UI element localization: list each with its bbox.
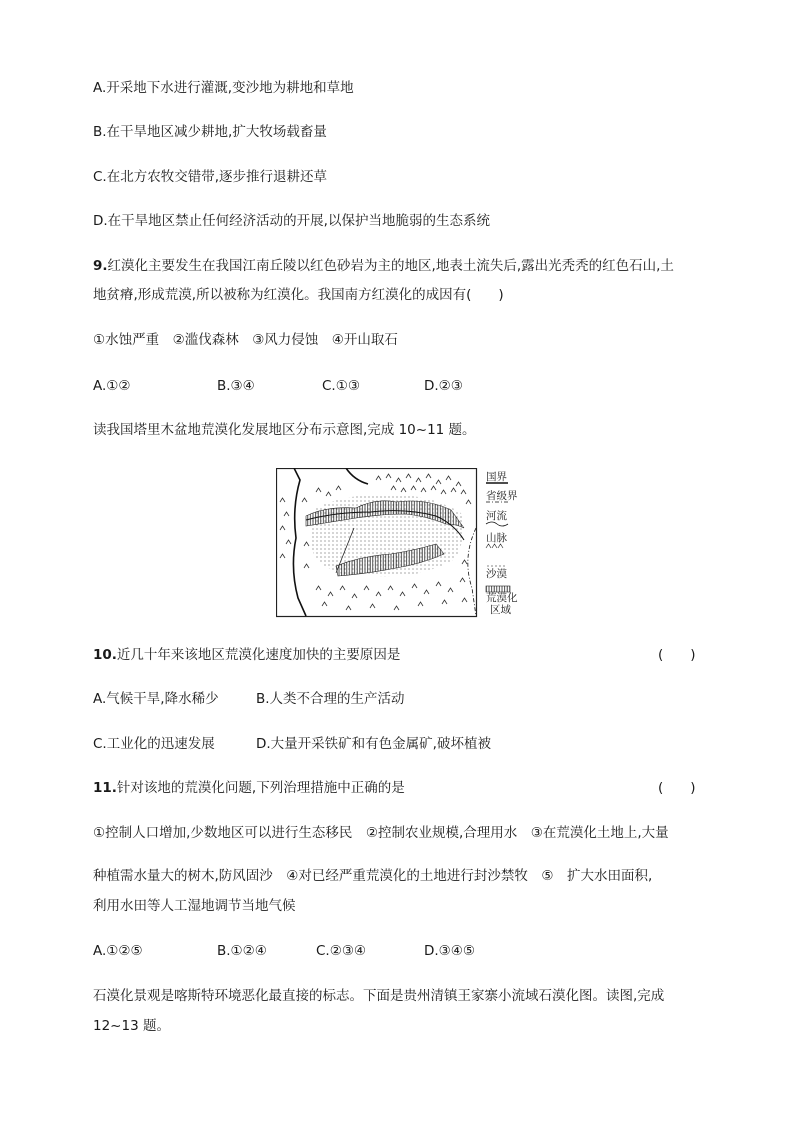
q11-answer-paren: ( ) (658, 780, 696, 796)
legend-river: 河流 (486, 510, 507, 522)
legend-provincial: 省级界 (486, 490, 518, 502)
q10-stem: 10.近几十年来该地区荒漠化速度加快的主要原因是 (93, 647, 401, 663)
q11-number: 11. (93, 780, 117, 796)
q10-option-d: D.大量开采铁矿和有色金属矿,破坏植被 (256, 736, 491, 752)
q10-option-a: A.气候干旱,降水稀少 (93, 691, 219, 707)
legend-desertified: 荒漠化 (486, 592, 518, 604)
q9-option-c: C.①③ (322, 378, 360, 394)
q10-answer-paren: ( ) (658, 647, 696, 663)
legend-desert: 沙漠 (486, 568, 507, 580)
q10-option-c: C.工业化的迅速发展 (93, 736, 215, 752)
q9-option-b: B.③④ (217, 378, 255, 394)
q8-option-d: D.在干旱地区禁止任何经济活动的开展,以保护当地脆弱的生态系统 (93, 213, 490, 229)
q10-number: 10. (93, 647, 117, 663)
q11-measures-line2: 种植需水量大的树木,防风固沙 ④对已经严重荒漠化的土地进行封沙禁牧 ⑤ 扩大水田面积, (93, 868, 653, 884)
q10-option-b: B.人类不合理的生产活动 (256, 691, 405, 707)
q9-stem-line1: 9.红漠化主要发生在我国江南丘陵以红色砂岩为主的地区,地表土流失后,露出光秃秃的红色石山,土 (93, 258, 674, 274)
intro-10-11: 读我国塔里木盆地荒漠化发展地区分布示意图,完成 10~11 题。 (93, 422, 476, 438)
q11-measures-line1: ①控制人口增加,少数地区可以进行生态移民 ②控制农业规模,合理用水 ③在荒漠化土地上,大量 (93, 825, 669, 841)
intro-12-13-line1: 石漠化景观是喀斯特环境恶化最直接的标志。下面是贵州清镇王家寨小流域石漠化图。读图,完成 (93, 988, 665, 1004)
q9-option-d: D.②③ (424, 378, 463, 394)
q8-option-c: C.在北方农牧交错带,逐步推行退耕还草 (93, 169, 328, 185)
q11-stem: 11.针对该地的荒漠化问题,下列治理措施中正确的是 (93, 780, 405, 796)
q11-option-a: A.①②⑤ (93, 943, 143, 959)
q9-option-a: A.①② (93, 378, 131, 394)
q9-factors: ①水蚀严重 ②滥伐森林 ③风力侵蚀 ④开山取石 (93, 332, 398, 348)
legend-border: 国界 (486, 471, 507, 483)
map-legend (478, 468, 528, 618)
legend-mountain: 山脉 (486, 532, 507, 544)
q8-option-a: A.开采地下水进行灌溉,变沙地为耕地和草地 (93, 80, 354, 96)
q11-option-d: D.③④⑤ (424, 943, 475, 959)
q11-option-b: B.①②④ (217, 943, 267, 959)
intro-12-13-line2: 12~13 题。 (93, 1018, 170, 1034)
q11-option-c: C.②③④ (316, 943, 367, 959)
q9-number: 9. (93, 258, 108, 274)
q8-option-b: B.在干旱地区减少耕地,扩大牧场载畜量 (93, 124, 327, 140)
legend-desertified-2: 区域 (490, 604, 511, 616)
q9-stem-line2: 地贫瘠,形成荒漠,所以被称为红漠化。我国南方红漠化的成因有( ) (93, 287, 504, 303)
q11-measures-line3: 利用水田等人工湿地调节当地气候 (93, 898, 296, 914)
